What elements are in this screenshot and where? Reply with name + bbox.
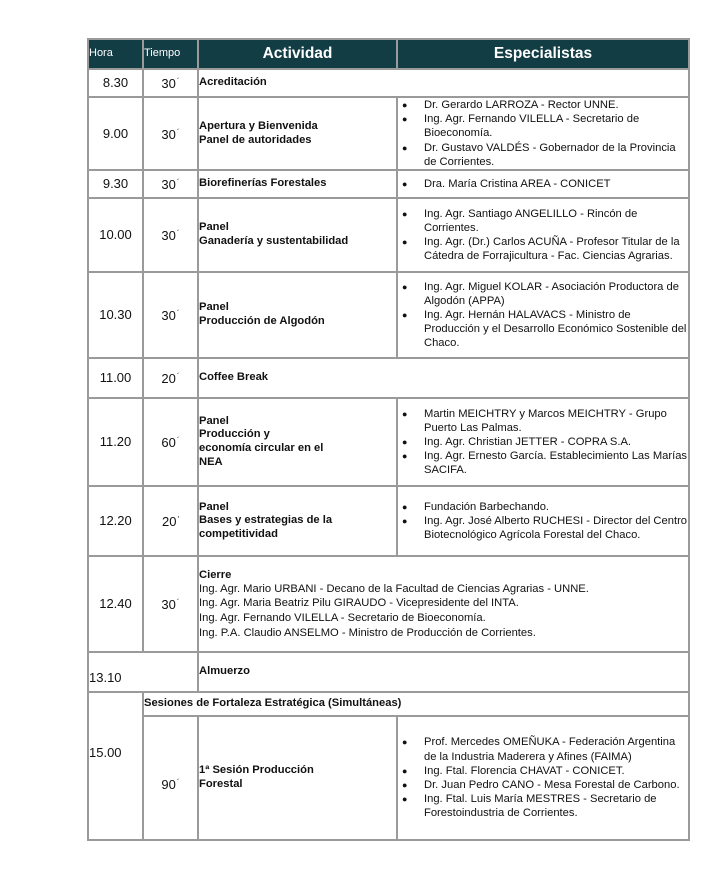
sesion-row bbox=[88, 716, 689, 840]
actividad-line: Panel de autoridades bbox=[199, 133, 312, 146]
tiempo-mark: ´ bbox=[176, 77, 180, 87]
especialistas-cell bbox=[397, 272, 689, 358]
bullet-icon: ● bbox=[402, 794, 408, 805]
specialist-text: Ing. Agr. (Dr.) Carlos ACUÑA - Profesor Titular de la Cátedra de Forrajicultura - Fac. Ciencias Agrarias. bbox=[424, 236, 680, 263]
bullet-icon: ● bbox=[402, 408, 408, 419]
tiempo-mark: ´ bbox=[176, 598, 180, 608]
tiempo-value: 60 bbox=[161, 435, 176, 451]
tiempo-cell bbox=[143, 398, 198, 486]
especialistas-list bbox=[398, 177, 688, 191]
specialist-item bbox=[398, 308, 688, 351]
header-actividad: Actividad bbox=[198, 39, 397, 69]
especialistas-list bbox=[398, 98, 688, 169]
specialist-item bbox=[398, 98, 688, 112]
actividad-line: Panel bbox=[199, 301, 229, 314]
actividad-line: Apertura y Bienvenida bbox=[199, 119, 318, 132]
specialist-text: Ing. Agr. Ernesto García. Establecimiento Las Marías SACIFA. bbox=[424, 450, 688, 477]
agenda-row bbox=[88, 272, 689, 358]
bullet-icon: ● bbox=[402, 515, 408, 526]
tiempo-cell bbox=[143, 556, 198, 652]
actividad-cell bbox=[198, 272, 397, 358]
especialistas-cell bbox=[397, 716, 689, 840]
especialistas-cell bbox=[397, 486, 689, 556]
specialist-text: Dr. Gustavo VALDÉS - Gobernador de la Provincia de Corrientes. bbox=[424, 141, 676, 168]
cierre-line: Ing. P.A. Claudio ANSELMO - Ministro de Producción de Corrientes. bbox=[199, 626, 536, 639]
specialist-text: Dr. Gerardo LARROZA - Rector UNNE. bbox=[424, 99, 619, 111]
specialist-item bbox=[398, 280, 688, 308]
tiempo-mark: ´ bbox=[176, 372, 180, 382]
hora-cell: 10.00 bbox=[88, 198, 143, 272]
specialist-text: Prof. Mercedes OMEÑUKA - Federación Argentina de la Industria Maderera y Afines (FAIMA) bbox=[424, 736, 676, 763]
bullet-icon: ● bbox=[402, 309, 408, 320]
specialist-item bbox=[398, 235, 688, 263]
actividad-cell bbox=[198, 198, 397, 272]
tiempo-cell bbox=[143, 97, 198, 170]
actividad-line: Ganadería y sustentabilidad bbox=[199, 235, 349, 248]
tiempo-cell bbox=[143, 170, 198, 198]
specialist-item bbox=[398, 735, 688, 763]
sesiones-title-row bbox=[88, 692, 689, 716]
almuerzo-row bbox=[88, 652, 689, 692]
agenda-body bbox=[88, 69, 689, 840]
hora-cell: 15.00 bbox=[88, 692, 143, 840]
header-hora: Hora bbox=[88, 39, 143, 69]
specialist-item bbox=[398, 207, 688, 235]
tiempo-cell bbox=[143, 358, 198, 398]
agenda-row bbox=[88, 486, 689, 556]
specialist-item bbox=[398, 435, 688, 449]
hora-cell: 10.30 bbox=[88, 272, 143, 358]
specialist-text: Ing. Agr. Christian JETTER - COPRA S.A. bbox=[424, 435, 632, 448]
bullet-icon: ● bbox=[402, 237, 408, 248]
tiempo-value: 30 bbox=[161, 308, 176, 324]
tiempo-cell bbox=[143, 69, 198, 97]
actividad-line: Biorefinerías Forestales bbox=[199, 177, 327, 190]
especialistas-cell bbox=[397, 198, 689, 272]
header-especialistas: Especialistas bbox=[397, 39, 689, 69]
hora-cell: 9.00 bbox=[88, 97, 143, 170]
tiempo-value: 30 bbox=[161, 126, 176, 142]
tiempo-cell bbox=[143, 272, 198, 358]
tiempo-value: 30 bbox=[161, 76, 176, 92]
specialist-text: Ing. Agr. Hernán HALAVACS - Ministro de Producción y el Desarrollo Económico Sostenible del Chaco. bbox=[424, 308, 687, 350]
tiempo-mark: ´ bbox=[176, 178, 180, 188]
specialist-text: Ing. Ftal. Florencia CHAVAT - CONICET. bbox=[424, 764, 625, 777]
actividad-cell bbox=[198, 716, 397, 840]
actividad-line: Panel bbox=[199, 221, 229, 234]
specialist-text: Dr. Juan Pedro CANO - Mesa Forestal de Carbono. bbox=[424, 779, 680, 792]
especialistas-list bbox=[398, 407, 688, 478]
tiempo-cell bbox=[143, 716, 198, 840]
cierre-line: Ing. Agr. Mario URBANI - Decano de la Facultad de Ciencias Agrarias - UNNE. bbox=[199, 582, 589, 595]
specialist-item bbox=[398, 514, 688, 542]
actividad-line: economía circular en el bbox=[199, 442, 324, 455]
actividad-line: Panel bbox=[199, 414, 229, 427]
bullet-icon: ● bbox=[402, 100, 408, 110]
bullet-icon: ● bbox=[402, 208, 408, 219]
tiempo-mark: ´ bbox=[176, 127, 180, 137]
tiempo-mark: ' bbox=[177, 515, 179, 525]
tiempo-mark: ´ bbox=[176, 309, 180, 319]
actividad-line: Panel bbox=[199, 500, 229, 513]
bullet-icon: ● bbox=[402, 451, 408, 462]
tiempo-value: 20 bbox=[162, 514, 177, 530]
specialist-item bbox=[398, 449, 688, 477]
hora-cell: 11.00 bbox=[88, 358, 143, 398]
bullet-icon: ● bbox=[402, 765, 408, 776]
bullet-icon: ● bbox=[402, 780, 408, 791]
tiempo-value: 90 bbox=[161, 777, 176, 793]
actividad-line: Producción y bbox=[199, 428, 270, 441]
actividad-line: NEA bbox=[199, 455, 223, 468]
actividad-line: Bases y estrategias de la competitividad bbox=[199, 514, 333, 540]
agenda-row bbox=[88, 170, 689, 198]
actividad-line: Forestal bbox=[199, 778, 243, 791]
specialist-item bbox=[398, 778, 688, 792]
actividad-cell bbox=[198, 170, 397, 198]
hora-cell: 11.20 bbox=[88, 398, 143, 486]
especialistas-cell bbox=[397, 97, 689, 170]
specialist-item bbox=[398, 177, 688, 191]
agenda-row bbox=[88, 97, 689, 170]
actividad-line: Producción de Algodón bbox=[199, 315, 325, 328]
cierre-line: Ing. Agr. Maria Beatriz Pilu GIRAUDO - Vicepresidente del INTA. bbox=[199, 597, 519, 610]
specialist-text: Martin MEICHTRY y Marcos MEICHTRY - Grupo Puerto Las Palmas. bbox=[424, 407, 667, 434]
hora-cell: 12.20 bbox=[88, 486, 143, 556]
actividad-cell bbox=[198, 398, 397, 486]
hora-cell: 9.30 bbox=[88, 170, 143, 198]
tiempo-cell bbox=[143, 198, 198, 272]
header-tiempo: Tiempo bbox=[143, 39, 198, 69]
actividad-cell bbox=[198, 358, 689, 398]
tiempo-cell bbox=[143, 486, 198, 556]
tiempo-mark: ´ bbox=[176, 229, 180, 239]
specialist-item bbox=[398, 112, 688, 140]
specialist-item bbox=[398, 141, 688, 169]
bullet-icon: ● bbox=[402, 178, 408, 189]
bullet-icon: ● bbox=[402, 281, 408, 292]
specialist-item bbox=[398, 764, 688, 778]
specialist-item bbox=[398, 500, 688, 514]
especialistas-cell bbox=[397, 398, 689, 486]
especialistas-list bbox=[398, 500, 688, 543]
tiempo-value: 30 bbox=[161, 228, 176, 244]
agenda-row bbox=[88, 398, 689, 486]
specialist-item bbox=[398, 407, 688, 435]
especialistas-list bbox=[398, 735, 688, 820]
agenda-table bbox=[87, 38, 690, 841]
specialist-text: Ing. Agr. Fernando VILELLA - Secretario de Bioeconomía. bbox=[424, 113, 640, 140]
especialistas-cell bbox=[397, 170, 689, 198]
especialistas-list bbox=[398, 280, 688, 351]
actividad-cell bbox=[198, 97, 397, 170]
cierre-title: Cierre bbox=[199, 568, 232, 581]
actividad-cell bbox=[198, 486, 397, 556]
agenda-row bbox=[88, 198, 689, 272]
table-header-row bbox=[88, 39, 689, 69]
tiempo-mark: ´ bbox=[176, 778, 180, 788]
specialist-text: Fundación Barbechando. bbox=[424, 500, 550, 513]
bullet-icon: ● bbox=[402, 436, 408, 447]
specialist-text: Dra. María Cristina AREA - CONICET bbox=[424, 177, 611, 190]
tiempo-value: 20 bbox=[161, 371, 176, 387]
specialist-text: Ing. Agr. José Alberto RUCHESI - Director del Centro Biotecnológico Agrícola Forestal del Chaco. bbox=[424, 514, 688, 542]
specialist-item bbox=[398, 792, 688, 820]
cierre-line: Ing. Agr. Fernando VILELLA - Secretario de Bioeconomía. bbox=[199, 612, 486, 625]
specialist-text: Ing. Agr. Miguel KOLAR - Asociación Productora de Algodón (APPA) bbox=[424, 280, 679, 307]
tiempo-value: 30 bbox=[161, 597, 176, 613]
agenda-row bbox=[88, 69, 689, 97]
tiempo-mark: ´ bbox=[176, 436, 180, 446]
bullet-icon: ● bbox=[402, 142, 408, 153]
actividad-cell bbox=[198, 69, 689, 97]
actividad-line: 1ª Sesión Producción bbox=[199, 764, 314, 777]
hora-cell: 8.30 bbox=[88, 69, 143, 97]
hora-cell: 13.10 bbox=[88, 652, 198, 692]
specialist-text: Ing. Ftal. Luis María MESTRES - Secretario de Forestoindustria de Corrientes. bbox=[424, 793, 657, 820]
cierre-cell bbox=[198, 556, 689, 652]
agenda-row bbox=[88, 358, 689, 398]
actividad-line: Acreditación bbox=[199, 76, 267, 89]
sesiones-title: Sesiones de Fortaleza Estratégica (Simultáneas) bbox=[143, 692, 689, 716]
almuerzo-cell: Almuerzo bbox=[198, 652, 689, 692]
actividad-line: Coffee Break bbox=[199, 371, 269, 384]
hora-cell: 12.40 bbox=[88, 556, 143, 652]
tiempo-value: 30 bbox=[161, 177, 176, 193]
bullet-icon: ● bbox=[402, 114, 408, 125]
specialist-text: Ing. Agr. Santiago ANGELILLO - Rincón de Corrientes. bbox=[424, 207, 638, 234]
especialistas-list bbox=[398, 207, 688, 264]
cierre-row bbox=[88, 556, 689, 652]
bullet-icon: ● bbox=[402, 737, 408, 748]
bullet-icon: ● bbox=[402, 501, 408, 512]
